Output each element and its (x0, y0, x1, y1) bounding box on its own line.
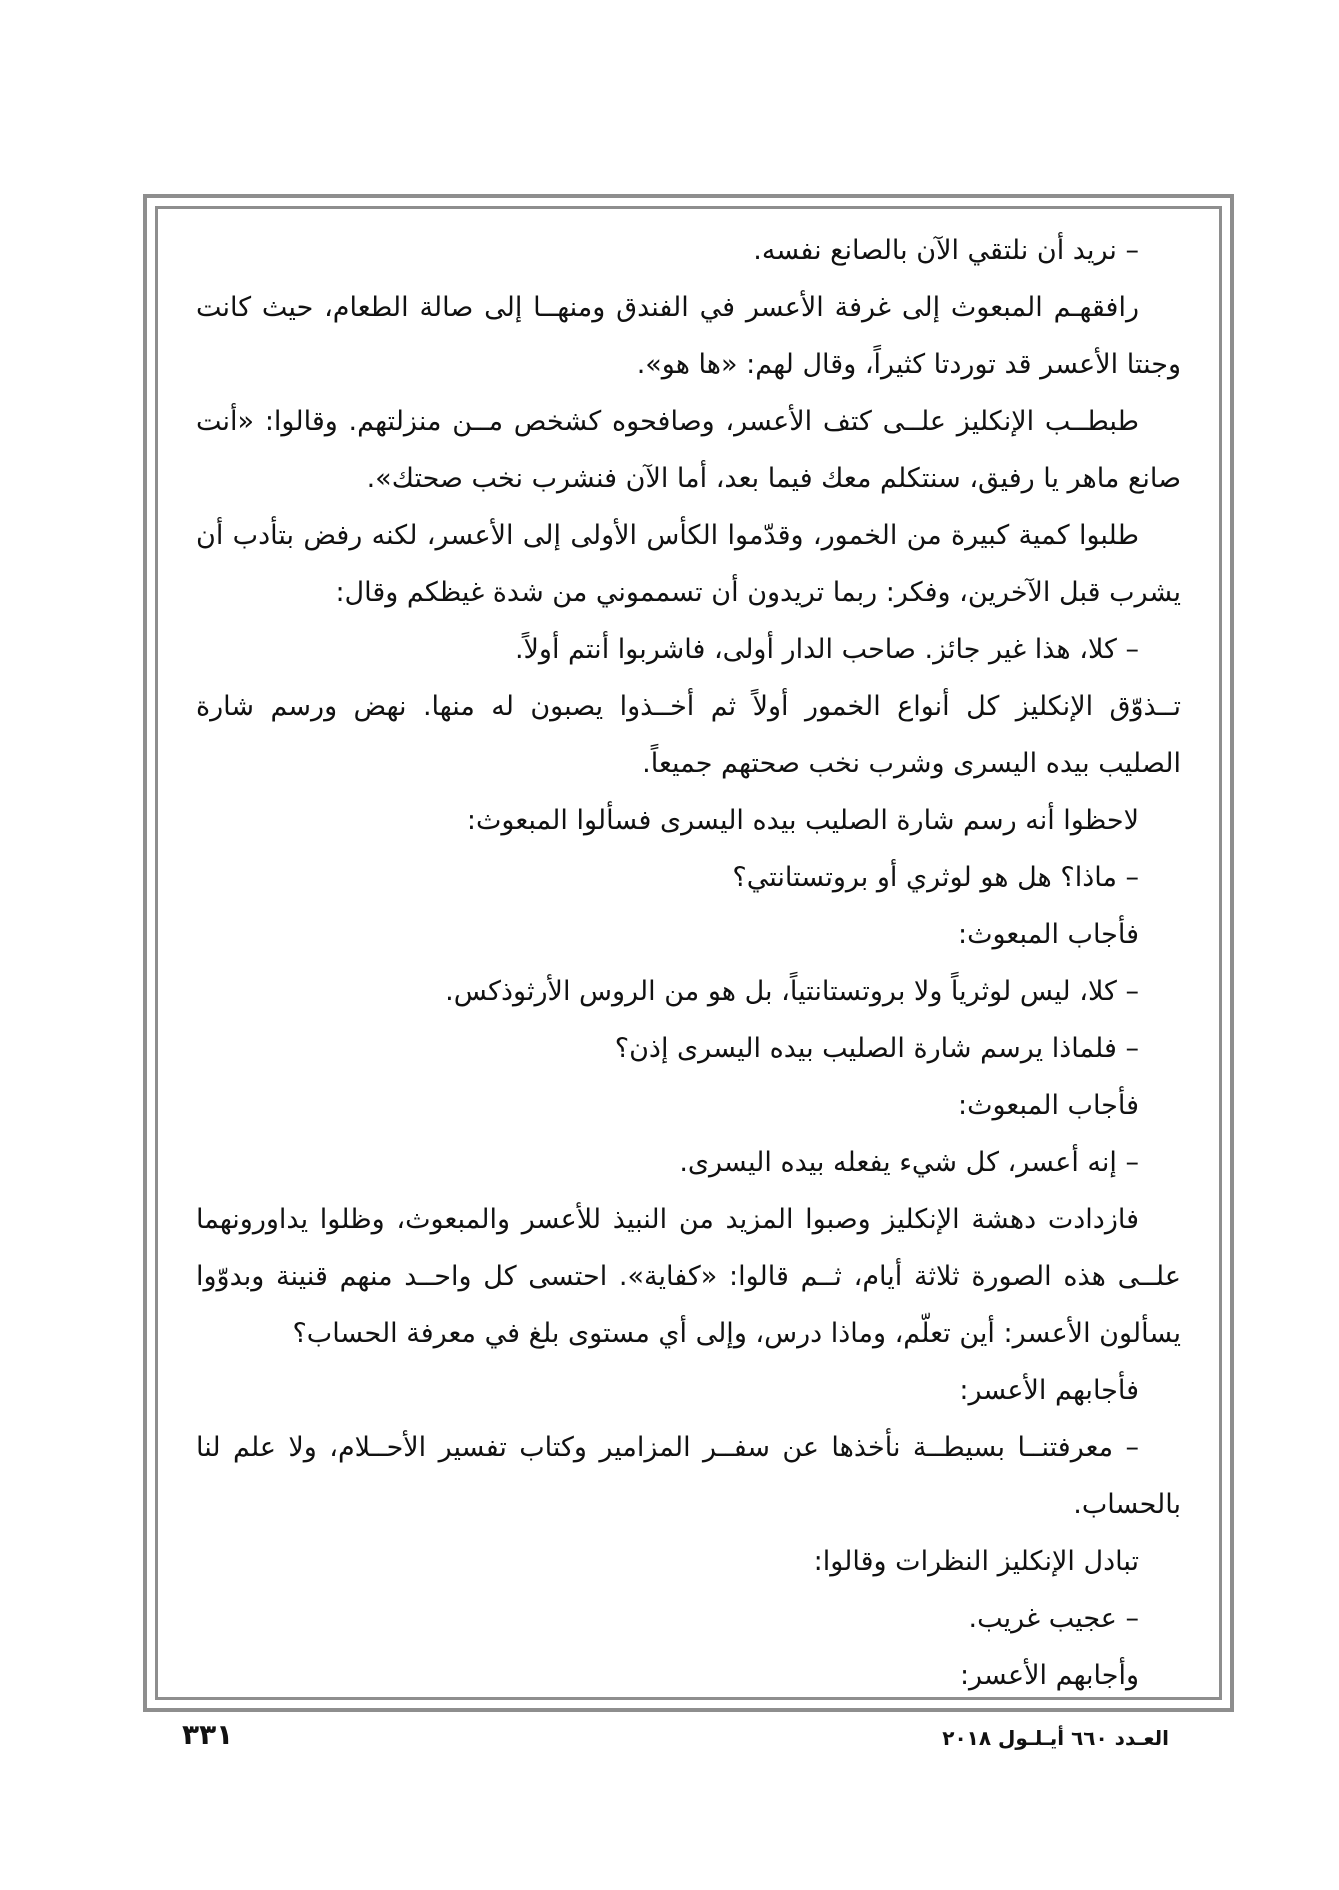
text-line: الصليب بيده اليسرى وشرب نخب صحتهم جميعاً. (642, 748, 1181, 779)
text-line: فأجاب المبعوث: (957, 1090, 1139, 1121)
text-line: – ماذا؟ هل هو لوثري أو بروتستانتي؟ (732, 862, 1139, 893)
text-line: – إنه أعسر، كل شيء يفعله بيده اليسرى. (679, 1147, 1139, 1178)
text-line: فأجابهم الأعسر: (959, 1375, 1139, 1406)
text-line: لاحظوا أنه رسم شارة الصليب بيده اليسرى فسألوا المبعوث: (466, 805, 1139, 836)
text-line: – نريد أن نلتقي الآن بالصانع نفسه. (753, 235, 1139, 266)
text-line: – كلا، هذا غير جائز. صاحب الدار أولى، فاشربوا أنتم أولاً. (514, 634, 1139, 665)
text-line: وجنتا الأعسر قد توردتا كثيراً، وقال لهم: «ها هو». (636, 349, 1181, 380)
footer-issue-date: العـدد ٦٦٠ أيـلـول ٢٠١٨ (942, 1726, 1169, 1750)
text-line: – كلا، ليس لوثرياً ولا بروتستانتياً، بل هو من الروس الأرثوذكس. (445, 976, 1139, 1007)
text-line: تــذوّق الإنكليز كل أنواع الخمور أولاً ثم أخــذوا يصبون له منها. نهض ورسم شارة (196, 691, 1181, 722)
text-line: – عجيب غريب. (968, 1603, 1139, 1634)
body-text (196, 222, 1181, 1704)
text-line: صانع ماهر يا رفيق، سنتكلم معك فيما بعد، أما الآن فنشرب نخب صحتك». (366, 463, 1181, 494)
text-line: فازدادت دهشة الإنكليز وصبوا المزيد من النبيذ للأعسر والمبعوث، وظلوا يداورونهما (196, 1204, 1139, 1235)
text-line: طبطــب الإنكليز علــى كتف الأعسر، وصافحوه كشخص مــن منزلتهم. وقالوا: «أنت (196, 406, 1139, 437)
text-line: يسألون الأعسر: أين تعلّم، وماذا درس، وإلى أي مستوى بلغ في معرفة الحساب؟ (292, 1318, 1181, 1349)
text-line: وأجابهم الأعسر: (959, 1660, 1139, 1691)
text-line: فأجاب المبعوث: (957, 919, 1139, 950)
text-line: طلبوا كمية كبيرة من الخمور، وقدّموا الكأس الأولى إلى الأعسر، لكنه رفض بتأدب أن (196, 520, 1139, 551)
text-line: علــى هذه الصورة ثلاثة أيام، ثــم قالوا: «كفاية». احتسى كل واحــد منهم قنينة وبدوّوا (196, 1261, 1181, 1292)
text-line: رافقهـم المبعوث إلى غرفة الأعسر في الفندق ومنهــا إلى صالة الطعام، حيث كانت (196, 292, 1139, 323)
text-line: – معرفتنــا بسيطــة نأخذها عن سفــر المزامير وكتاب تفسير الأحــلام، ولا علم لنا (196, 1432, 1139, 1463)
text-line: يشرب قبل الآخرين، وفكر: ربما تريدون أن تسمموني من شدة غيظكم وقال: (335, 577, 1181, 608)
text-line: – فلماذا يرسم شارة الصليب بيده اليسرى إذن؟ (614, 1033, 1139, 1064)
page-number: ٣٣١ (182, 1718, 234, 1751)
text-line: تبادل الإنكليز النظرات وقالوا: (813, 1546, 1139, 1577)
text-line: بالحساب. (1073, 1489, 1181, 1520)
